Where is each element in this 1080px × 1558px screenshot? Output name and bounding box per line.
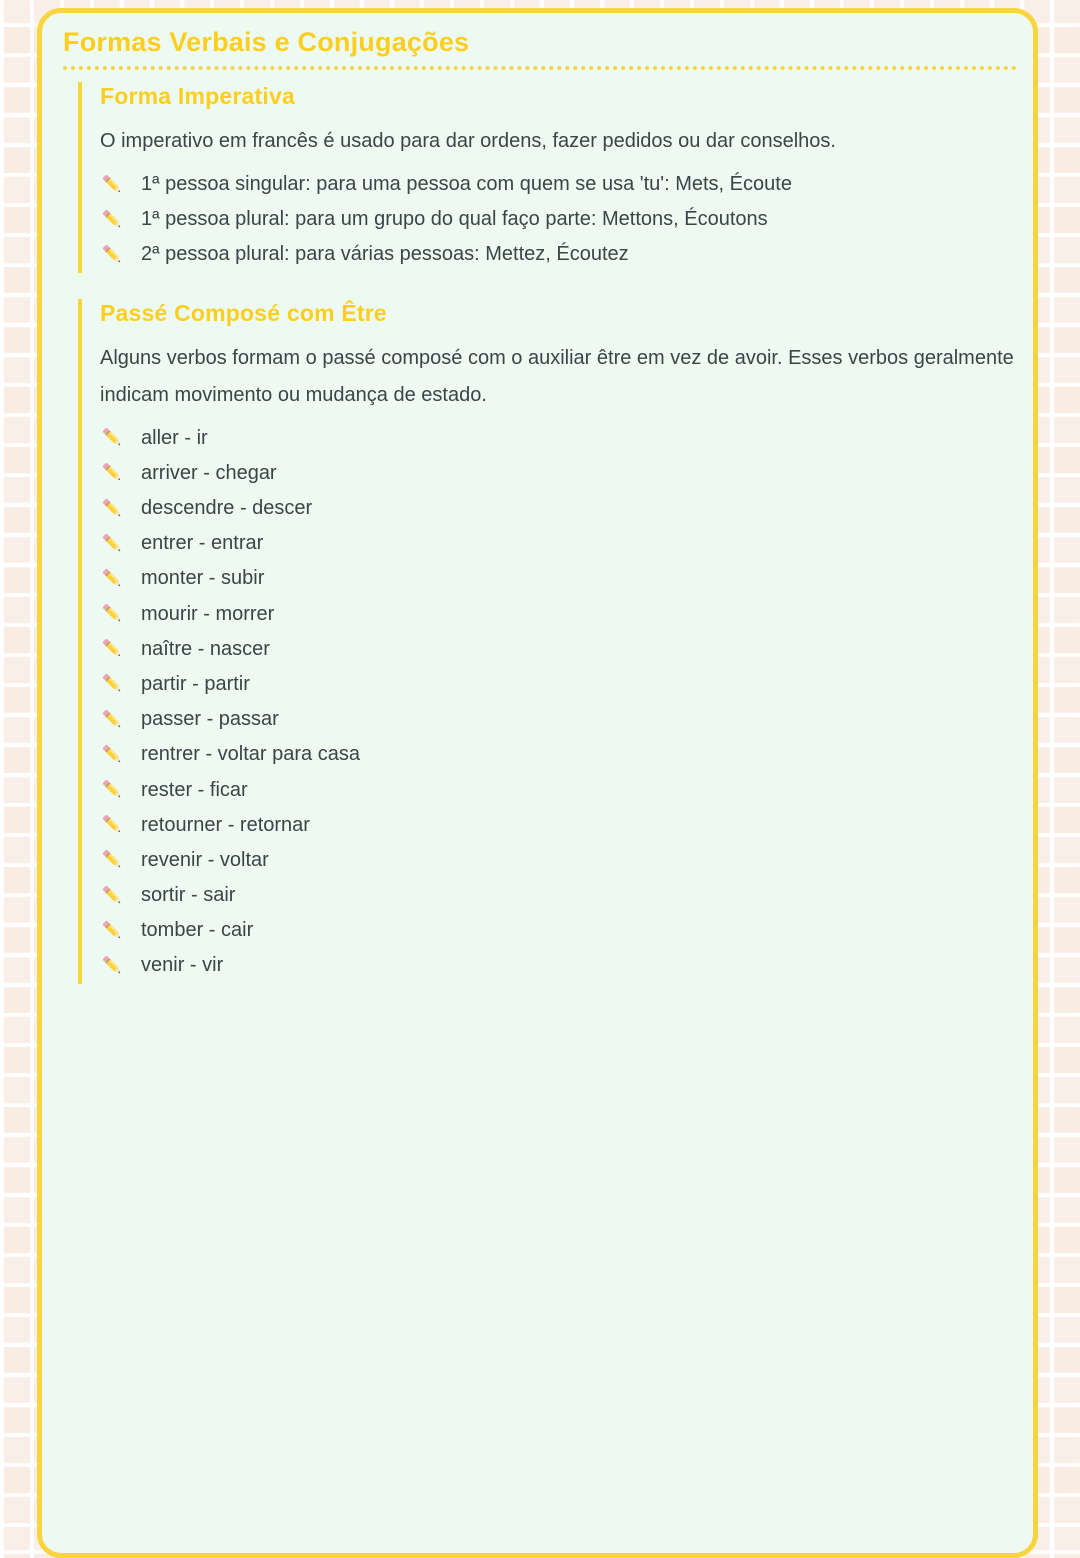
study-card [37,8,1038,1558]
list-item [100,667,1017,702]
list-item-text: 1ª pessoa singular: para uma pessoa com quem se usa 'tu': Mets, Écoute [141,173,792,196]
list-item [100,237,1017,272]
pencil-icon [100,918,126,944]
list-item-text: 2ª pessoa plural: para várias pessoas: Mettez, Écoutez [141,243,629,266]
list-item [100,913,1017,948]
list-item-text: venir - vir [141,954,224,977]
list-item-text: tomber - cair [141,919,254,942]
pencil-icon [100,777,126,803]
bullet-list [100,421,1017,984]
list-item [100,878,1017,913]
list-item-text: entrer - entrar [141,532,264,555]
section-passe-compose [78,299,1017,984]
list-item-text: arriver - chegar [141,461,277,484]
list-item [100,561,1017,596]
list-item [100,167,1017,202]
page-title: Formas Verbais e Conjugações [63,26,1017,70]
list-item-text: mourir - morrer [141,602,275,625]
pencil-icon [100,601,126,627]
section-paragraph: O imperativo em francês é usado para dar ordens, fazer pedidos ou dar conselhos. [100,130,836,152]
pencil-icon [100,242,126,268]
pencil-icon [100,707,126,733]
list-item [100,843,1017,878]
list-item [100,702,1017,737]
list-item-text: 1ª pessoa plural: para um grupo do qual faço parte: Mettons, Écoutons [141,208,768,231]
list-item-text: aller - ir [141,426,208,449]
list-item [100,456,1017,491]
pencil-icon [100,742,126,768]
list-item-text: descendre - descer [141,497,313,520]
list-item-text: partir - partir [141,672,250,695]
list-item-text: rentrer - voltar para casa [141,743,360,766]
section-heading: Passé Composé com Être [100,299,387,326]
pencil-icon [100,460,126,486]
list-item [100,808,1017,843]
list-item [100,526,1017,561]
pencil-icon [100,425,126,451]
list-item-text: rester - ficar [141,778,248,801]
section-paragraph: Alguns verbos formam o passé composé com o auxiliar être em vez de avoir. Esses verbos geralmente indicam movimento ou mudança de estado. [100,346,1014,406]
pencil-icon [100,636,126,662]
pencil-icon [100,172,126,198]
pencil-icon [100,953,126,979]
list-item [100,202,1017,237]
list-item-text: passer - passar [141,708,279,731]
pencil-icon [100,566,126,592]
pencil-icon [100,207,126,233]
pencil-icon [100,883,126,909]
list-item-text: naître - nascer [141,637,270,660]
pencil-icon [100,531,126,557]
pencil-icon [100,671,126,697]
pencil-icon [100,496,126,522]
list-item [100,421,1017,456]
sections-container [78,82,1017,984]
section-heading: Forma Imperativa [100,83,295,109]
bullet-list [100,167,1017,273]
pencil-icon [100,812,126,838]
list-item [100,632,1017,667]
list-item [100,772,1017,807]
list-item [100,948,1017,983]
list-item [100,491,1017,526]
list-item-text: retourner - retornar [141,813,310,836]
list-item-text: monter - subir [141,567,265,590]
section-forma-imperativa [78,82,1017,273]
list-item-text: revenir - voltar [141,848,269,871]
list-item-text: sortir - sair [141,884,236,907]
list-item [100,597,1017,632]
list-item [100,737,1017,772]
pencil-icon [100,847,126,873]
